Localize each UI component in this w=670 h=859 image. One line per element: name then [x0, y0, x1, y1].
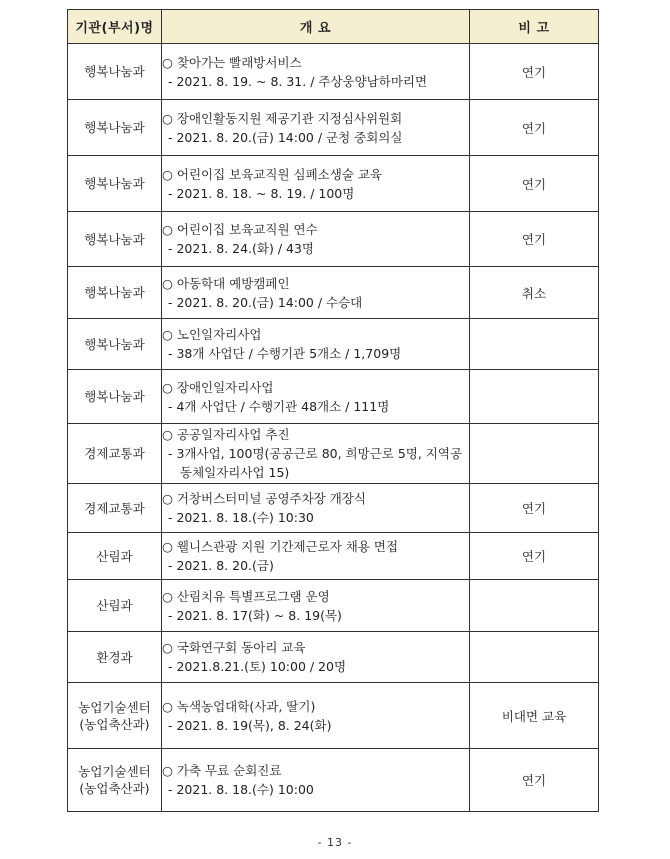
dept-cell [68, 683, 162, 749]
header-note: 비 고 [470, 10, 599, 44]
dept-cell: 행복나눔과 [68, 267, 162, 319]
note-cell: 연기 [470, 533, 599, 580]
dept-cell: 환경과 [68, 632, 162, 683]
table-header-row [68, 10, 599, 44]
summary-cell [162, 533, 470, 580]
summary-cell [162, 580, 470, 632]
event-detail: - 38개 사업단 / 수행기관 5개소 / 1,709명 [168, 346, 402, 361]
table-row [68, 749, 599, 812]
event-title: ○ 노인일자리사업 [162, 327, 262, 342]
note-cell [470, 632, 599, 683]
event-detail: - 2021. 8. 24.(화) / 43명 [168, 241, 314, 256]
page-number: - 13 - [317, 836, 353, 849]
event-detail: - 2021. 8. 20.(금) [168, 558, 274, 573]
summary-cell [162, 156, 470, 212]
event-detail: - 2021. 8. 17(화) ~ 8. 19(목) [168, 607, 342, 623]
event-detail: - 3개사업, 100명(공공근로 80, 희망근로 5명, 지역공동체일자리사업 15) [168, 446, 463, 480]
note-cell [470, 580, 599, 632]
event-title: ○ 공공일자리사업 추진 [162, 427, 290, 442]
summary-cell [162, 683, 470, 749]
note-cell: 연기 [470, 484, 599, 533]
event-detail: - 2021.8.21.(토) 10:00 / 20명 [168, 659, 347, 674]
table-row [68, 267, 599, 319]
summary-cell [162, 267, 470, 319]
table-row [68, 44, 599, 100]
dept-cell: 경제교통과 [68, 424, 162, 484]
event-detail: - 2021. 8. 19. ~ 8. 31. / 주상웅양남하마리면 [168, 73, 428, 89]
event-detail: - 2021. 8. 18. ~ 8. 19. / 100명 [168, 185, 355, 201]
table-row [68, 683, 599, 749]
table-row [68, 424, 599, 484]
event-title: ○ 녹색농업대학(사과, 딸기) [162, 698, 316, 714]
note-cell: 취소 [470, 267, 599, 319]
event-detail: - 4개 사업단 / 수행기관 48개소 / 111명 [168, 398, 390, 414]
event-detail: - 2021. 8. 18.(수) 10:30 [168, 510, 314, 525]
event-title: ○ 장애인활동지원 제공기관 지정심사위원회 [162, 110, 403, 126]
note-cell [470, 424, 599, 484]
note-cell: 연기 [470, 44, 599, 100]
table-row [68, 632, 599, 683]
dept-cell: 산림과 [68, 533, 162, 580]
dept-cell: 행복나눔과 [68, 156, 162, 212]
table-row [68, 484, 599, 533]
summary-cell [162, 44, 470, 100]
note-cell: 연기 [470, 749, 599, 812]
event-detail: - 2021. 8. 20.(금) 14:00 / 군청 중회의실 [168, 129, 403, 145]
dept-cell: 행복나눔과 [68, 100, 162, 156]
table-row [68, 156, 599, 212]
summary-cell [162, 632, 470, 683]
event-detail: - 2021. 8. 18.(수) 10:00 [168, 782, 314, 797]
schedule-table [67, 9, 599, 812]
event-title: ○ 장애인일자리사업 [162, 379, 274, 395]
table-row [68, 370, 599, 424]
dept-cell [68, 749, 162, 812]
dept-name: 농업기술센터 (농업축산과) [78, 699, 151, 732]
event-title: ○ 산림치유 특별프로그램 운영 [162, 588, 330, 604]
header-summary: 개 요 [162, 10, 470, 44]
event-title: ○ 어린이집 보육교직원 심폐소생술 교육 [162, 166, 383, 182]
dept-cell: 행복나눔과 [68, 319, 162, 370]
table-row [68, 533, 599, 580]
note-cell: 비대면 교육 [470, 683, 599, 749]
event-title: ○ 가축 무료 순회진료 [162, 763, 282, 778]
summary-cell [162, 424, 470, 484]
event-title: ○ 웰니스관광 지원 기간제근로자 채용 면접 [162, 539, 399, 554]
note-cell: 연기 [470, 100, 599, 156]
dept-cell: 행복나눔과 [68, 212, 162, 267]
event-title: ○ 국화연구회 동아리 교육 [162, 640, 306, 655]
note-cell: 연기 [470, 212, 599, 267]
dept-cell: 산림과 [68, 580, 162, 632]
event-title: ○ 어린이집 보육교직원 연수 [162, 222, 318, 237]
summary-cell [162, 212, 470, 267]
event-detail: - 2021. 8. 20.(금) 14:00 / 수승대 [168, 294, 363, 310]
summary-cell [162, 370, 470, 424]
table-row [68, 100, 599, 156]
header-dept: 기관(부서)명 [68, 10, 162, 44]
note-cell [470, 319, 599, 370]
dept-cell: 경제교통과 [68, 484, 162, 533]
event-title: ○ 아동학대 예방캠페인 [162, 275, 290, 291]
dept-cell: 행복나눔과 [68, 44, 162, 100]
event-title: ○ 찾아가는 빨래방서비스 [162, 54, 302, 70]
event-detail: - 2021. 8. 19(목), 8. 24(화) [168, 717, 332, 733]
summary-cell [162, 749, 470, 812]
table-row [68, 580, 599, 632]
dept-name: 농업기술센터 (농업축산과) [78, 764, 151, 796]
note-cell [470, 370, 599, 424]
table-row [68, 319, 599, 370]
note-cell: 연기 [470, 156, 599, 212]
table-row [68, 212, 599, 267]
summary-cell [162, 484, 470, 533]
summary-cell [162, 100, 470, 156]
summary-cell [162, 319, 470, 370]
event-title: ○ 거창버스터미널 공영주차장 개장식 [162, 491, 366, 506]
dept-cell: 행복나눔과 [68, 370, 162, 424]
